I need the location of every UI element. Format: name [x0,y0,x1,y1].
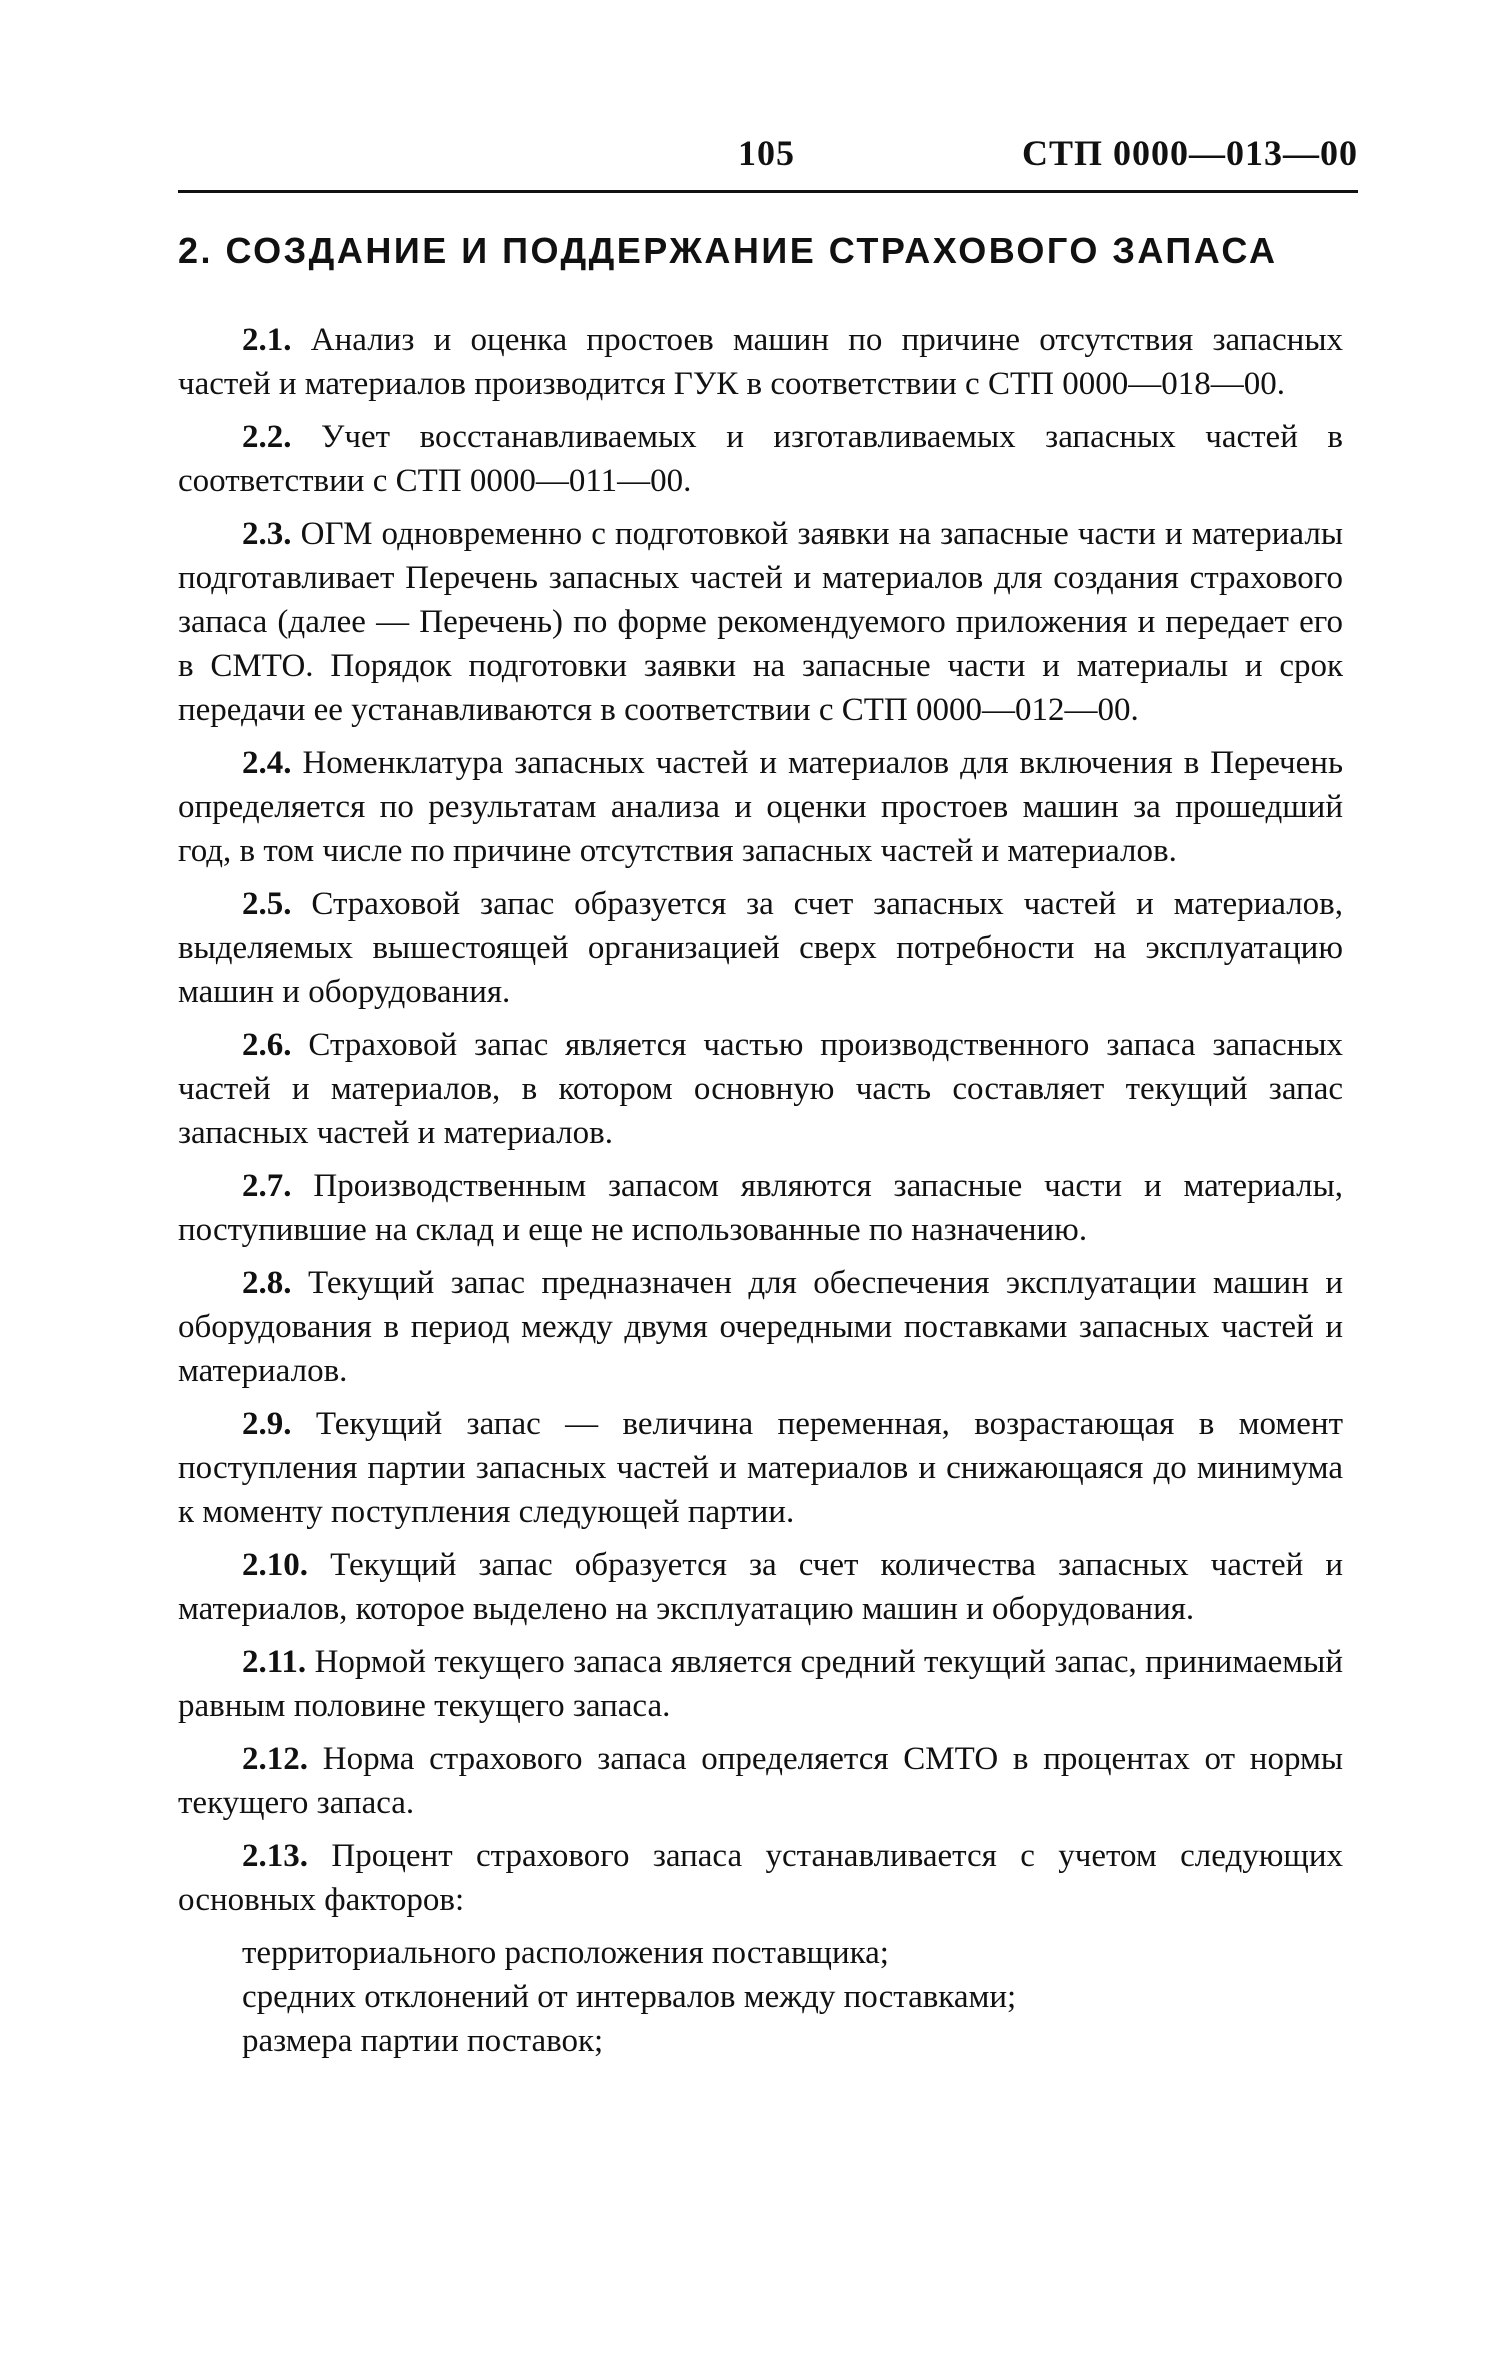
paragraph-text: Страховой запас является частью производственного запаса запасных частей и материалов, в котором основную часть составляет текущий запас запасных частей и материалов. [178,1027,1343,1151]
paragraph-text: Нормой текущего запаса является средний текущий запас, принимаемый равным половине текущего запаса. [178,1644,1343,1724]
paragraph-text: Текущий запас предназначен для обеспечения эксплуатации машин и оборудования в период между двумя очередными поставками запасных частей и материалов. [178,1265,1344,1389]
paragraph-2-13 [178,1834,1343,1922]
list-item: средних отклонений от интервалов между поставками; [242,1979,1017,2015]
page-number: 105 [738,133,795,173]
paragraph-number: 2.13. [242,1838,308,1874]
paragraph-number: 2.1. [242,322,292,358]
document-code: СТП 0000—013—00 [1021,133,1358,173]
paragraph-2-1 [178,318,1343,406]
page-header [178,132,1358,182]
paragraph-number: 2.7. [242,1168,292,1204]
paragraph-text: Производственным запасом являются запасные части и материалы, поступившие на склад и еще не использованные по назначению. [178,1168,1343,1248]
paragraph-2-11 [178,1640,1343,1728]
paragraph-number: 2.2. [242,419,292,455]
paragraph-number: 2.3. [242,516,292,552]
paragraph-number: 2.11. [242,1644,307,1680]
paragraph-2-8 [178,1261,1343,1393]
paragraph-number: 2.12. [242,1741,308,1777]
paragraph-text: Норма страхового запаса определяется СМТО в процентах от нормы текущего запаса. [178,1741,1343,1821]
paragraph-number: 2.10. [242,1547,308,1583]
list-item: размера партии поставок; [242,2023,604,2059]
paragraph-2-3 [178,512,1343,732]
paragraph-2-2 [178,415,1343,503]
list-item: территориального расположения поставщика; [242,1935,889,1971]
paragraph-text: Страховой запас образуется за счет запасных частей и материалов, выделяемых вышестоящей организацией сверх потребности на эксплуатацию машин и оборудования. [178,886,1344,1010]
paragraph-number: 2.9. [242,1406,292,1442]
paragraph-2-9 [178,1402,1343,1534]
paragraph-2-5 [178,882,1343,1014]
paragraph-2-12 [178,1737,1343,1825]
paragraph-text: Процент страхового запаса устанавливается с учетом следующих основных факторов: [178,1838,1343,1918]
paragraph-2-6 [178,1023,1343,1155]
paragraph-text: Текущий запас — величина переменная, возрастающая в момент поступления партии запасных частей и материалов и снижающаяся до минимума к моменту поступления следующей партии. [178,1406,1343,1530]
paragraph-2-10 [178,1543,1343,1631]
paragraph-number: 2.5. [242,886,292,922]
paragraph-text: Анализ и оценка простоев машин по причине отсутствия запасных частей и материалов производится ГУК в соответствии с СТП 0000—018—00. [178,322,1343,402]
paragraph-number: 2.6. [242,1027,292,1063]
paragraph-number: 2.8. [242,1265,292,1301]
paragraph-2-7 [178,1164,1343,1252]
section-title: 2. СОЗДАНИЕ И ПОДДЕРЖАНИЕ СТРАХОВОГО ЗАПАСА [178,230,1278,271]
paragraph-2-4 [178,741,1343,873]
paragraph-text: Учет восстанавливаемых и изготавливаемых запасных частей в соответствии с СТП 0000—011—00. [178,419,1343,499]
paragraph-number: 2.4. [242,745,292,781]
paragraph-text: ОГМ одновременно с подготовкой заявки на запасные части и материалы подготавливает Перечень запасных частей и материалов для создания страхового запаса (далее — Перечень) по форме рекомендуемого приложения и передает его в СМТО. Порядок подготовки заявки на запасные части и материалы и срок передачи ее устанавливаются в соответствии с СТП 0000—012—00. [178,516,1343,728]
paragraph-text: Текущий запас образуется за счет количества запасных частей и материалов, которое выделено на эксплуатацию машин и оборудования. [178,1547,1344,1627]
document-body [178,318,1343,2063]
header-divider [178,190,1358,193]
paragraph-text: Номенклатура запасных частей и материалов для включения в Перечень определяется по результатам анализа и оценки простоев машин за прошедший год, в том числе по причине отсутствия запасных частей и материалов. [178,745,1343,869]
